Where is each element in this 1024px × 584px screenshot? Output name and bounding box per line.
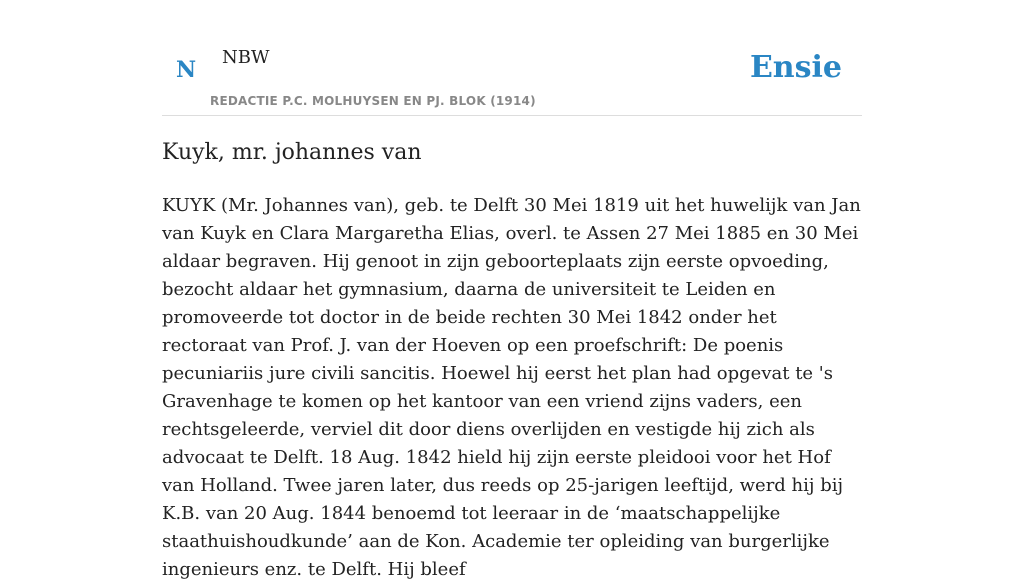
brand-logo-link[interactable]: Ensie xyxy=(749,50,842,85)
entry-title: Kuyk, mr. johannes van xyxy=(162,140,422,165)
site-header xyxy=(162,0,862,116)
source-title[interactable]: NBW xyxy=(222,47,270,68)
source-logo[interactable]: N xyxy=(176,57,197,83)
entry-body: KUYK (Mr. Johannes van), geb. te Delft 30 Mei 1819 uit het huwelijk van Jan van Kuyk en Clara Margaretha Elias, overl. te Assen 27 Mei 1885 en 30 Mei aldaar begraven. Hij genoot in zijn geboorteplaats zijn eerste opvoeding, bezocht aldaar het gymnasium, daarna de universiteit te Leiden en promoveerde tot doctor in de beide rechten 30 Mei 1842 onder het rectoraat van Prof. J. van der Hoeven op een proefschrift: De poenis pecuniariis jure civili sancitis. Hoewel hij eerst het plan had opgevat te 's Gravenhage te komen op het kantoor van een vriend zijns vaders, een rechtsgeleerde, verviel dit door diens overlijden en vestigde hij zich als advocaat te Delft. 18 Aug. 1842 hield hij zijn eerste pleidooi voor het Hof van Holland. Twee jaren later, dus reeds op 25-jarigen leeftijd, werd hij bij K.B. van 20 Aug. 1844 benoemd tot leeraar in de ‘maatschappelijke staathuishoudkunde’ aan de Kon. Academie ter opleiding van burgerlijke ingenieurs enz. te Delft. Hij bleef xyxy=(162,195,861,580)
source-subtitle: REDACTIE P.C. MOLHUYSEN EN PJ. BLOK (1914) xyxy=(210,94,536,108)
